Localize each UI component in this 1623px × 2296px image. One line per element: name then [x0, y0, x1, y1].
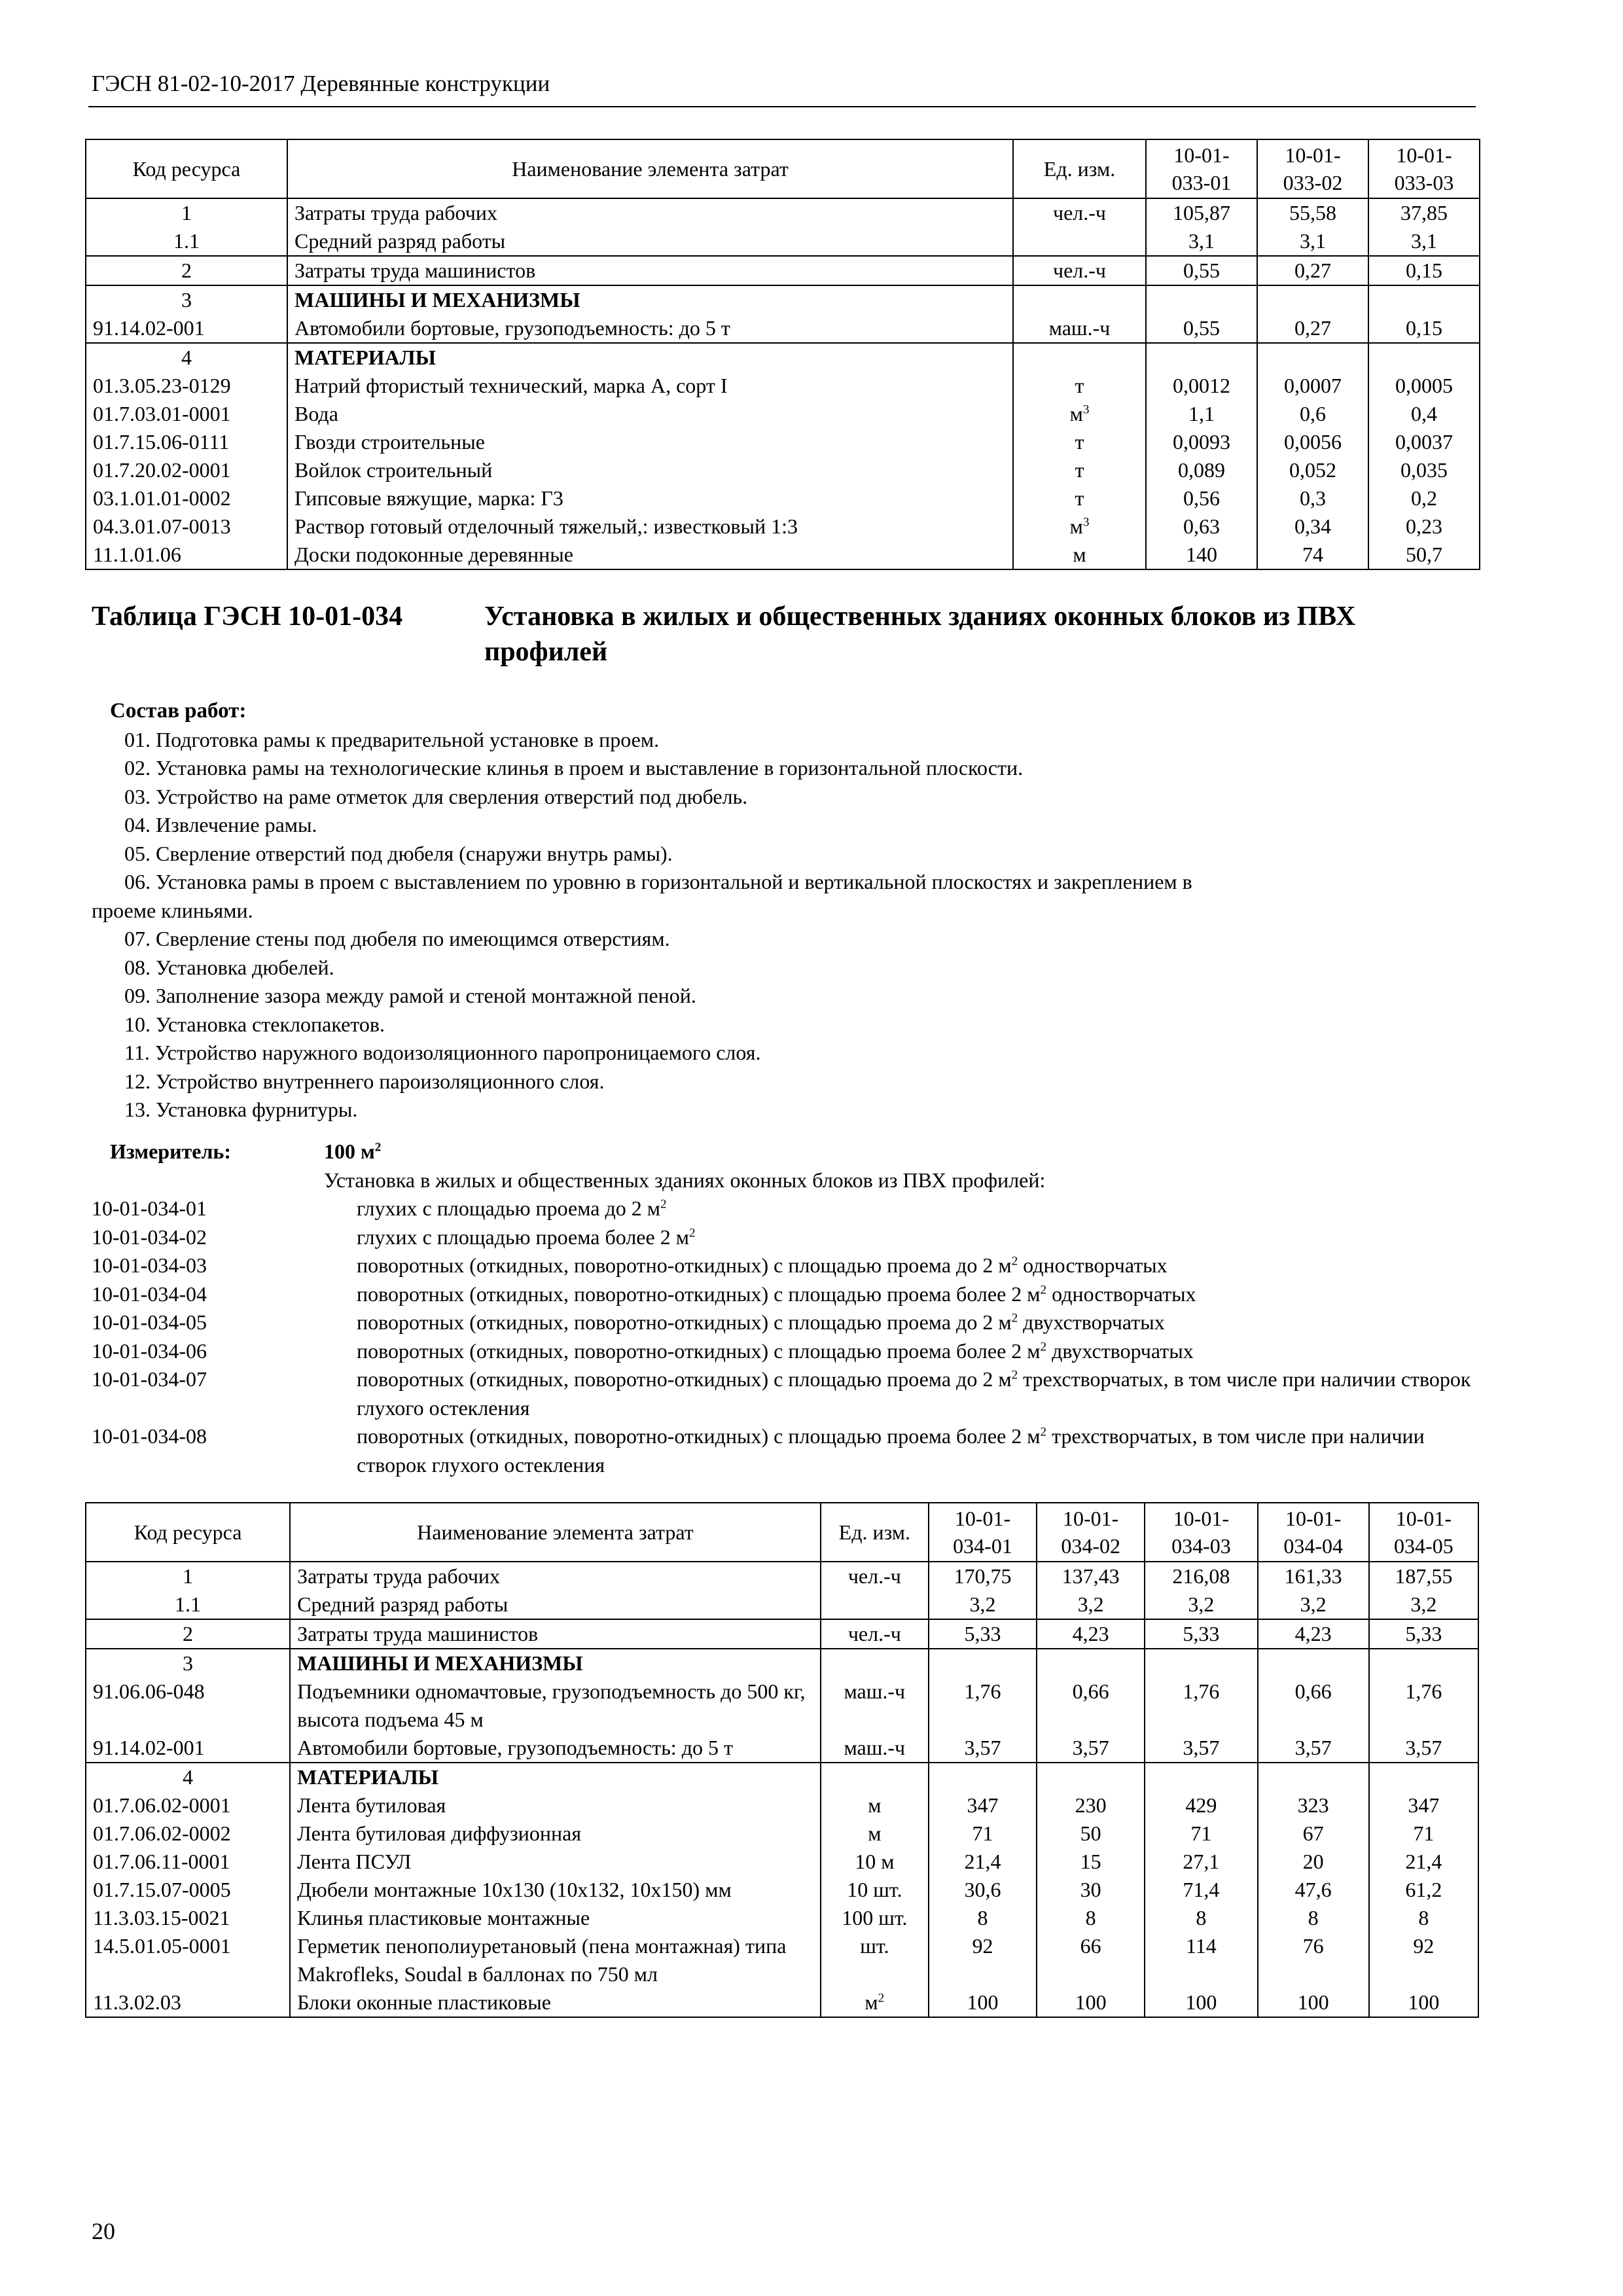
- column-header: 10-01- 033-01: [1146, 139, 1257, 198]
- norm-value: 0,0005: [1368, 372, 1480, 400]
- unit: т: [1013, 456, 1146, 484]
- cost-element-name: Дюбели монтажные 10х130 (10х132, 10х150) мм: [290, 1876, 821, 1904]
- column-header: 10-01- 033-02: [1257, 139, 1368, 198]
- table-header-row: [86, 139, 1480, 198]
- norm-value: 1,76: [1369, 1677, 1478, 1734]
- unit: 10 м: [821, 1848, 929, 1876]
- measure-intro: Установка в жилых и общественных зданиях оконных блоков из ПВХ профилей:: [324, 1168, 1046, 1192]
- unit: маш.-ч: [1013, 314, 1146, 343]
- resource-code: 03.1.01.01-0002: [86, 484, 287, 512]
- measure-item: [92, 1280, 1499, 1309]
- norm-value: 20: [1258, 1848, 1369, 1876]
- norm-value: 429: [1145, 1791, 1257, 1820]
- norm-code: 10-01-034-07: [92, 1367, 207, 1391]
- table-row: [86, 456, 1480, 484]
- cost-element-name: Лента бутиловая: [290, 1791, 821, 1820]
- table-row: [86, 1820, 1478, 1848]
- table-row: [86, 400, 1480, 428]
- norm-value: [1369, 1763, 1478, 1791]
- norm-value: 0,27: [1257, 256, 1368, 285]
- norm-value: 8: [929, 1904, 1037, 1932]
- norm-value: 0,66: [1037, 1677, 1145, 1734]
- norm-description: поворотных (откидных, поворотно-откидных) с площадью проема до 2 $м^2$ двухстворчатых: [357, 1310, 1165, 1334]
- unit: чел.-ч: [821, 1562, 929, 1590]
- norm-value: [1145, 1763, 1257, 1791]
- norm-value: 3,2: [1145, 1590, 1257, 1619]
- norm-description: глухих с площадью проема более 2 $м^2$: [357, 1225, 696, 1249]
- cost-element-name: Средний разряд работы: [290, 1590, 821, 1619]
- measure-value: 100 $м^2$: [324, 1139, 382, 1163]
- work-item: 01. Подготовка рамы к предварительной установке в проем.: [124, 727, 660, 751]
- norm-value: 3,57: [1258, 1734, 1369, 1763]
- norm-value: [1257, 285, 1368, 314]
- table-row: [86, 1932, 1478, 1988]
- resource-code: 01.3.05.23-0129: [86, 372, 287, 400]
- norm-value: 0,63: [1146, 512, 1257, 541]
- table-row: [86, 512, 1480, 541]
- resource-code: 01.7.15.07-0005: [86, 1876, 290, 1904]
- unit: $м^3$: [1013, 400, 1146, 428]
- column-header: 10-01- 034-02: [1037, 1503, 1145, 1562]
- cost-element-name: МАТЕРИАЛЫ: [290, 1763, 821, 1791]
- table-row: [86, 1649, 1478, 1677]
- norm-value: 66: [1037, 1932, 1145, 1988]
- table-row: [86, 372, 1480, 400]
- norm-value: 3,57: [929, 1734, 1037, 1763]
- cost-element-name: МАШИНЫ И МЕХАНИЗМЫ: [287, 285, 1013, 314]
- norm-value: 0,0012: [1146, 372, 1257, 400]
- norm-description: поворотных (откидных, поворотно-откидных) с площадью проема до 2 $м^2$ одностворчатых: [357, 1253, 1168, 1277]
- norm-value: 100: [1258, 1988, 1369, 2017]
- norm-value: 3,2: [1037, 1590, 1145, 1619]
- column-header: Код ресурса: [86, 139, 287, 198]
- work-item: 07. Сверление стены под дюбеля по имеющимся отверстиям.: [124, 927, 670, 950]
- measure-item: [92, 1337, 1499, 1366]
- table-row: [86, 1876, 1478, 1904]
- unit: т: [1013, 484, 1146, 512]
- norm-value: [1145, 1649, 1257, 1677]
- unit: [821, 1649, 929, 1677]
- work-item: 03. Устройство на раме отметок для сверления отверстий под дюбель.: [124, 784, 748, 808]
- resource-code: 4: [86, 1763, 290, 1791]
- norm-value: [1257, 343, 1368, 372]
- table-row: [86, 1677, 1478, 1734]
- norm-value: [1258, 1649, 1369, 1677]
- unit: [1013, 343, 1146, 372]
- norm-value: 0,4: [1368, 400, 1480, 428]
- norm-value: 0,55: [1146, 314, 1257, 343]
- norm-value: 4,23: [1258, 1619, 1369, 1649]
- cost-element-name: Автомобили бортовые, грузоподъемность: до 5 т: [287, 314, 1013, 343]
- table-row: [86, 1763, 1478, 1791]
- norm-value: [1037, 1649, 1145, 1677]
- norm-value: 1,1: [1146, 400, 1257, 428]
- table-row: [86, 1791, 1478, 1820]
- norm-value: 3,57: [1145, 1734, 1257, 1763]
- cost-element-name: Доски подоконные деревянные: [287, 541, 1013, 569]
- column-header: Ед. изм.: [1013, 139, 1146, 198]
- section-label: Таблица ГЭСН 10-01-034: [92, 601, 403, 632]
- resource-code: 1: [86, 1562, 290, 1590]
- norm-value: 0,15: [1368, 256, 1480, 285]
- norm-value: 140: [1146, 541, 1257, 569]
- norm-value: 0,0007: [1257, 372, 1368, 400]
- norm-code: 10-01-034-04: [92, 1282, 207, 1306]
- measure-item: [92, 1194, 1499, 1223]
- resource-code: 11.3.02.03: [86, 1988, 290, 2017]
- norm-value: [1368, 343, 1480, 372]
- norm-value: 3,1: [1146, 227, 1257, 256]
- measure-item: [92, 1251, 1499, 1280]
- norm-value: 0,23: [1368, 512, 1480, 541]
- cost-element-name: Блоки оконные пластиковые: [290, 1988, 821, 2017]
- unit: [1013, 227, 1146, 256]
- norm-value: 71: [1369, 1820, 1478, 1848]
- norm-value: 67: [1258, 1820, 1369, 1848]
- table-header-row: [86, 1503, 1478, 1562]
- cost-element-name: Затраты труда рабочих: [290, 1562, 821, 1590]
- unit: чел.-ч: [1013, 256, 1146, 285]
- column-header: 10-01- 033-03: [1368, 139, 1480, 198]
- norm-value: [1369, 1649, 1478, 1677]
- norm-description: поворотных (откидных, поворотно-откидных) с площадью проема более 2 $м^2$ двухстворчатых: [357, 1338, 1194, 1363]
- norm-value: 323: [1258, 1791, 1369, 1820]
- norm-value: 347: [929, 1791, 1037, 1820]
- cost-element-name: Войлок строительный: [287, 456, 1013, 484]
- table-row: [86, 285, 1480, 314]
- table-row: [86, 1734, 1478, 1763]
- norm-value: 3,2: [1369, 1590, 1478, 1619]
- norm-value: 3,1: [1257, 227, 1368, 256]
- norm-value: 8: [1258, 1904, 1369, 1932]
- norm-value: 0,55: [1146, 256, 1257, 285]
- norm-value: 27,1: [1145, 1848, 1257, 1876]
- norm-value: 21,4: [1369, 1848, 1478, 1876]
- norm-value: 8: [1145, 1904, 1257, 1932]
- norm-value: 50,7: [1368, 541, 1480, 569]
- table-row: [86, 198, 1480, 227]
- unit: $м^2$: [821, 1988, 929, 2017]
- column-header: 10-01- 034-01: [929, 1503, 1037, 1562]
- norm-value: 0,15: [1368, 314, 1480, 343]
- work-item: проеме клиньями.: [92, 898, 253, 922]
- norm-value: 15: [1037, 1848, 1145, 1876]
- cost-element-name: Средний разряд работы: [287, 227, 1013, 256]
- norm-value: 5,33: [1369, 1619, 1478, 1649]
- resource-code: 4: [86, 343, 287, 372]
- resource-code: 01.7.06.11-0001: [86, 1848, 290, 1876]
- cost-element-name: Автомобили бортовые, грузоподъемность: до 5 т: [290, 1734, 821, 1763]
- norm-value: 3,57: [1037, 1734, 1145, 1763]
- work-item: 10. Установка стеклопакетов.: [124, 1012, 385, 1036]
- running-header: ГЭСН 81-02-10-2017 Деревянные конструкции: [92, 71, 550, 96]
- column-header: 10-01- 034-05: [1369, 1503, 1478, 1562]
- table-row: [86, 484, 1480, 512]
- work-item: 11. Устройство наружного водоизоляционного паропроницаемого слоя.: [124, 1041, 761, 1064]
- norm-value: 0,035: [1368, 456, 1480, 484]
- norm-value: 137,43: [1037, 1562, 1145, 1590]
- norm-value: [1146, 343, 1257, 372]
- column-header: 10-01- 034-04: [1258, 1503, 1369, 1562]
- norm-value: 3,1: [1368, 227, 1480, 256]
- norm-value: 3,57: [1369, 1734, 1478, 1763]
- norm-value: 1,76: [929, 1677, 1037, 1734]
- resource-code: 91.06.06-048: [86, 1677, 290, 1734]
- table-row: [86, 1848, 1478, 1876]
- column-header: Код ресурса: [86, 1503, 290, 1562]
- measure-block: [92, 1138, 1499, 1479]
- table-row: [86, 541, 1480, 569]
- norm-value: 30: [1037, 1876, 1145, 1904]
- norm-value: 230: [1037, 1791, 1145, 1820]
- norm-value: 0,0037: [1368, 428, 1480, 456]
- norm-value: 187,55: [1369, 1562, 1478, 1590]
- norm-value: 50: [1037, 1820, 1145, 1848]
- norm-description: поворотных (откидных, поворотно-откидных) с площадью проема до 2 $м^2$ трехстворчатых, в том числе при наличии створок глухого остекления: [357, 1367, 1471, 1420]
- norm-value: [1146, 285, 1257, 314]
- measure-item: [92, 1365, 1499, 1422]
- resource-code: 91.14.02-001: [86, 1734, 290, 1763]
- table-row: [86, 1590, 1478, 1619]
- norm-value: 47,6: [1258, 1876, 1369, 1904]
- norm-value: 21,4: [929, 1848, 1037, 1876]
- norm-value: 161,33: [1258, 1562, 1369, 1590]
- norm-value: 3,2: [1258, 1590, 1369, 1619]
- resource-code: 01.7.20.02-0001: [86, 456, 287, 484]
- cost-element-name: Лента бутиловая диффузионная: [290, 1820, 821, 1848]
- norm-value: 8: [1037, 1904, 1145, 1932]
- resource-code: 11.3.03.15-0021: [86, 1904, 290, 1932]
- norm-value: 71,4: [1145, 1876, 1257, 1904]
- work-item: 08. Установка дюбелей.: [124, 955, 334, 979]
- resource-table-033: [85, 139, 1480, 570]
- cost-element-name: Гвозди строительные: [287, 428, 1013, 456]
- table-row: [86, 1562, 1478, 1590]
- cost-element-name: Гипсовые вяжущие, марка: Г3: [287, 484, 1013, 512]
- unit: м: [821, 1791, 929, 1820]
- norm-code: 10-01-034-03: [92, 1253, 207, 1277]
- resource-code: 91.14.02-001: [86, 314, 287, 343]
- norm-value: 37,85: [1368, 198, 1480, 227]
- unit: маш.-ч: [821, 1677, 929, 1734]
- measure-label: Измеритель:: [110, 1139, 231, 1163]
- unit: м: [821, 1820, 929, 1848]
- unit: маш.-ч: [821, 1734, 929, 1763]
- header-rule: [88, 106, 1476, 107]
- norm-value: 71: [929, 1820, 1037, 1848]
- unit: [821, 1763, 929, 1791]
- work-item: 12. Устройство внутреннего пароизоляционного слоя.: [124, 1069, 605, 1093]
- norm-value: 71: [1145, 1820, 1257, 1848]
- norm-value: [1258, 1763, 1369, 1791]
- column-header: 10-01- 034-03: [1145, 1503, 1257, 1562]
- cost-element-name: Герметик пенополиуретановый (пена монтажная) типа Makrofleks, Soudal в баллонах по 750 мл: [290, 1932, 821, 1988]
- resource-code: 01.7.03.01-0001: [86, 400, 287, 428]
- norm-value: 74: [1257, 541, 1368, 569]
- norm-value: [1368, 285, 1480, 314]
- norm-description: поворотных (откидных, поворотно-откидных) с площадью проема более 2 $м^2$ одностворчатых: [357, 1282, 1196, 1306]
- table-row: [86, 1988, 1478, 2017]
- cost-element-name: Затраты труда машинистов: [287, 256, 1013, 285]
- resource-code: 1.1: [86, 227, 287, 256]
- cost-element-name: Натрий фтористый технический, марка А, сорт I: [287, 372, 1013, 400]
- resource-code: 2: [86, 256, 287, 285]
- work-item: 02. Установка рамы на технологические клинья в проем и выставление в горизонтальной плоскости.: [124, 756, 1024, 780]
- work-item: 09. Заполнение зазора между рамой и стеной монтажной пеной.: [124, 984, 696, 1007]
- unit: чел.-ч: [1013, 198, 1146, 227]
- table-row: [86, 1904, 1478, 1932]
- resource-code: 3: [86, 1649, 290, 1677]
- table-row: [86, 227, 1480, 256]
- column-header: Ед. изм.: [821, 1503, 929, 1562]
- norm-value: 0,2: [1368, 484, 1480, 512]
- table-row: [86, 343, 1480, 372]
- norm-value: 0,34: [1257, 512, 1368, 541]
- resource-code: 3: [86, 285, 287, 314]
- cost-element-name: МАТЕРИАЛЫ: [287, 343, 1013, 372]
- column-header: Наименование элемента затрат: [287, 139, 1013, 198]
- resource-code: 1: [86, 198, 287, 227]
- norm-value: 3,2: [929, 1590, 1037, 1619]
- norm-value: 0,0093: [1146, 428, 1257, 456]
- norm-value: 0,6: [1257, 400, 1368, 428]
- norm-value: 100: [1145, 1988, 1257, 2017]
- resource-code: 14.5.01.05-0001: [86, 1932, 290, 1988]
- norm-value: 0,0056: [1257, 428, 1368, 456]
- measure-item: [92, 1308, 1499, 1337]
- norm-description: поворотных (откидных, поворотно-откидных) с площадью проема более 2 $м^2$ трехстворчатых, в том числе при наличии створок глухого остекления: [357, 1424, 1425, 1477]
- resource-code: 04.3.01.07-0013: [86, 512, 287, 541]
- unit: чел.-ч: [821, 1619, 929, 1649]
- page-number: 20: [92, 2218, 115, 2244]
- norm-value: 170,75: [929, 1562, 1037, 1590]
- norm-value: 30,6: [929, 1876, 1037, 1904]
- unit: т: [1013, 428, 1146, 456]
- norm-value: [1037, 1763, 1145, 1791]
- norm-value: 0,089: [1146, 456, 1257, 484]
- table-row: [86, 1619, 1478, 1649]
- works-list: [92, 697, 1499, 1124]
- cost-element-name: Клинья пластиковые монтажные: [290, 1904, 821, 1932]
- norm-value: 92: [929, 1932, 1037, 1988]
- norm-code: 10-01-034-01: [92, 1196, 207, 1220]
- cost-element-name: Затраты труда рабочих: [287, 198, 1013, 227]
- resource-code: 2: [86, 1619, 290, 1649]
- resource-code: 1.1: [86, 1590, 290, 1619]
- table-row: [86, 428, 1480, 456]
- measure-item: [92, 1223, 1499, 1252]
- norm-value: 100: [1037, 1988, 1145, 2017]
- works-heading: Состав работ:: [110, 699, 247, 723]
- work-item: 04. Извлечение рамы.: [124, 813, 317, 836]
- cost-element-name: Вода: [287, 400, 1013, 428]
- norm-value: 0,3: [1257, 484, 1368, 512]
- unit: 100 шт.: [821, 1904, 929, 1932]
- unit: т: [1013, 372, 1146, 400]
- norm-value: 4,23: [1037, 1619, 1145, 1649]
- norm-value: 216,08: [1145, 1562, 1257, 1590]
- norm-value: [929, 1649, 1037, 1677]
- unit: м: [1013, 541, 1146, 569]
- column-header: Наименование элемента затрат: [290, 1503, 821, 1562]
- cost-element-name: Подъемники одномачтовые, грузоподъемность до 500 кг, высота подъема 45 м: [290, 1677, 821, 1734]
- unit: 10 шт.: [821, 1876, 929, 1904]
- norm-code: 10-01-034-02: [92, 1225, 207, 1249]
- norm-value: 100: [929, 1988, 1037, 2017]
- measure-item: [92, 1422, 1499, 1479]
- cost-element-name: Затраты труда машинистов: [290, 1619, 821, 1649]
- unit: [821, 1590, 929, 1619]
- work-item: 06. Установка рамы в проем с выставлением по уровню в горизонтальной и вертикальной плоскостях и закреплением в: [124, 870, 1192, 893]
- norm-value: 8: [1369, 1904, 1478, 1932]
- norm-value: 0,052: [1257, 456, 1368, 484]
- work-item: 13. Установка фурнитуры.: [124, 1098, 358, 1121]
- resource-code: 11.1.01.06: [86, 541, 287, 569]
- norm-value: 55,58: [1257, 198, 1368, 227]
- norm-description: глухих с площадью проема до 2 $м^2$: [357, 1196, 667, 1220]
- norm-value: 5,33: [1145, 1619, 1257, 1649]
- table-row: [86, 256, 1480, 285]
- resource-table-034: [85, 1502, 1479, 2018]
- norm-value: 0,66: [1258, 1677, 1369, 1734]
- unit: шт.: [821, 1932, 929, 1988]
- unit: $м^3$: [1013, 512, 1146, 541]
- cost-element-name: МАШИНЫ И МЕХАНИЗМЫ: [290, 1649, 821, 1677]
- norm-value: 5,33: [929, 1619, 1037, 1649]
- norm-value: 1,76: [1145, 1677, 1257, 1734]
- norm-code: 10-01-034-06: [92, 1338, 207, 1363]
- norm-value: 105,87: [1146, 198, 1257, 227]
- norm-value: 92: [1369, 1932, 1478, 1988]
- table-row: [86, 314, 1480, 343]
- resource-code: 01.7.15.06-0111: [86, 428, 287, 456]
- norm-value: [929, 1763, 1037, 1791]
- unit: [1013, 285, 1146, 314]
- cost-element-name: Лента ПСУЛ: [290, 1848, 821, 1876]
- norm-value: 0,56: [1146, 484, 1257, 512]
- norm-code: 10-01-034-08: [92, 1424, 207, 1448]
- norm-value: 114: [1145, 1932, 1257, 1988]
- work-item: 05. Сверление отверстий под дюбеля (снаружи внутрь рамы).: [124, 841, 673, 865]
- norm-value: 76: [1258, 1932, 1369, 1988]
- norm-value: 61,2: [1369, 1876, 1478, 1904]
- norm-value: 0,27: [1257, 314, 1368, 343]
- resource-code: 01.7.06.02-0001: [86, 1791, 290, 1820]
- cost-element-name: Раствор готовый отделочный тяжелый,: известковый 1:3: [287, 512, 1013, 541]
- norm-value: 100: [1369, 1988, 1478, 2017]
- norm-value: 347: [1369, 1791, 1478, 1820]
- norm-code: 10-01-034-05: [92, 1310, 207, 1334]
- section-title: Установка в жилых и общественных зданиях оконных блоков из ПВХ профилей: [484, 601, 1356, 667]
- resource-code: 01.7.06.02-0002: [86, 1820, 290, 1848]
